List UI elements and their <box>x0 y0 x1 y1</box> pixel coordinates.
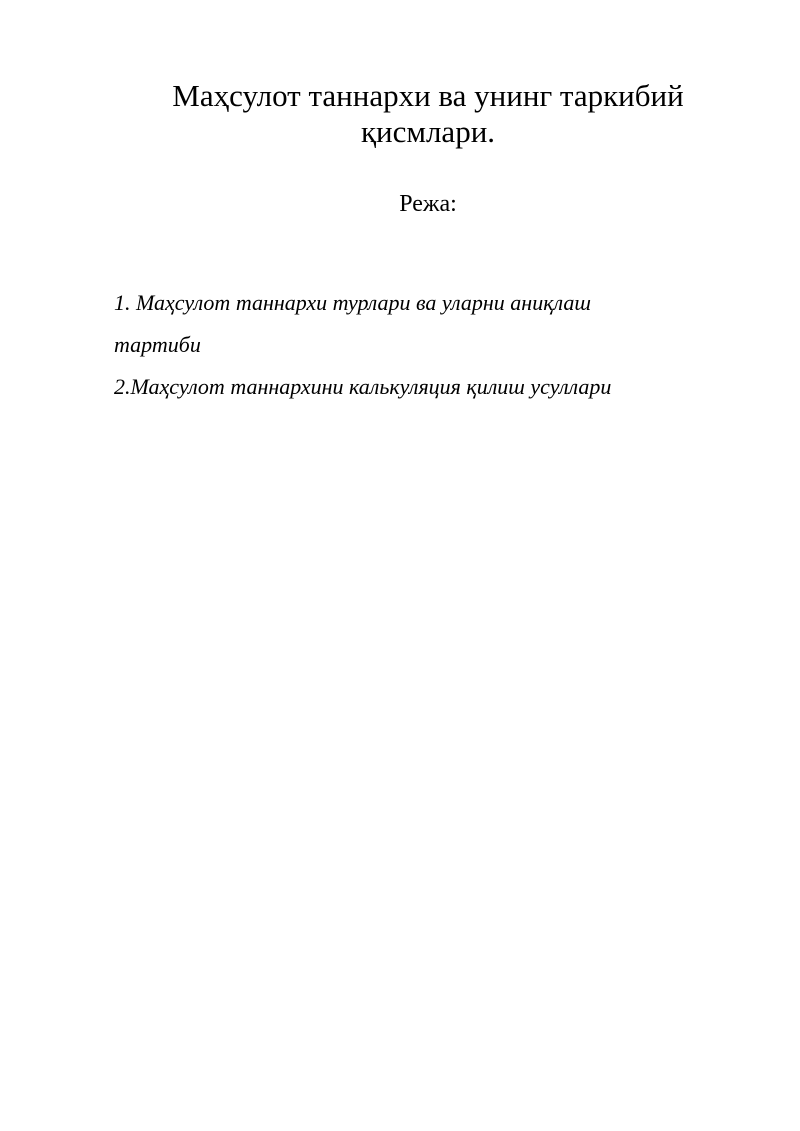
document-title <box>0 78 800 150</box>
title-line-1: Маҳсулот таннархи ва унинг таркибий <box>172 78 684 113</box>
plan-item-1-line-2: тартиби <box>114 332 201 357</box>
plan-item-1-line-1: 1. Маҳсулот таннархи турлари ва уларни аниқлаш <box>114 290 591 315</box>
plan-item-2 <box>114 366 714 408</box>
plan-item-2-line-1: 2.Маҳсулот таннархини калькуляция қилиш усуллари <box>114 374 612 399</box>
title-line-2: қисмлари. <box>360 114 496 149</box>
plan-heading: Режа: <box>399 191 457 217</box>
plan-item-1 <box>114 282 714 366</box>
plan-list <box>114 282 714 408</box>
